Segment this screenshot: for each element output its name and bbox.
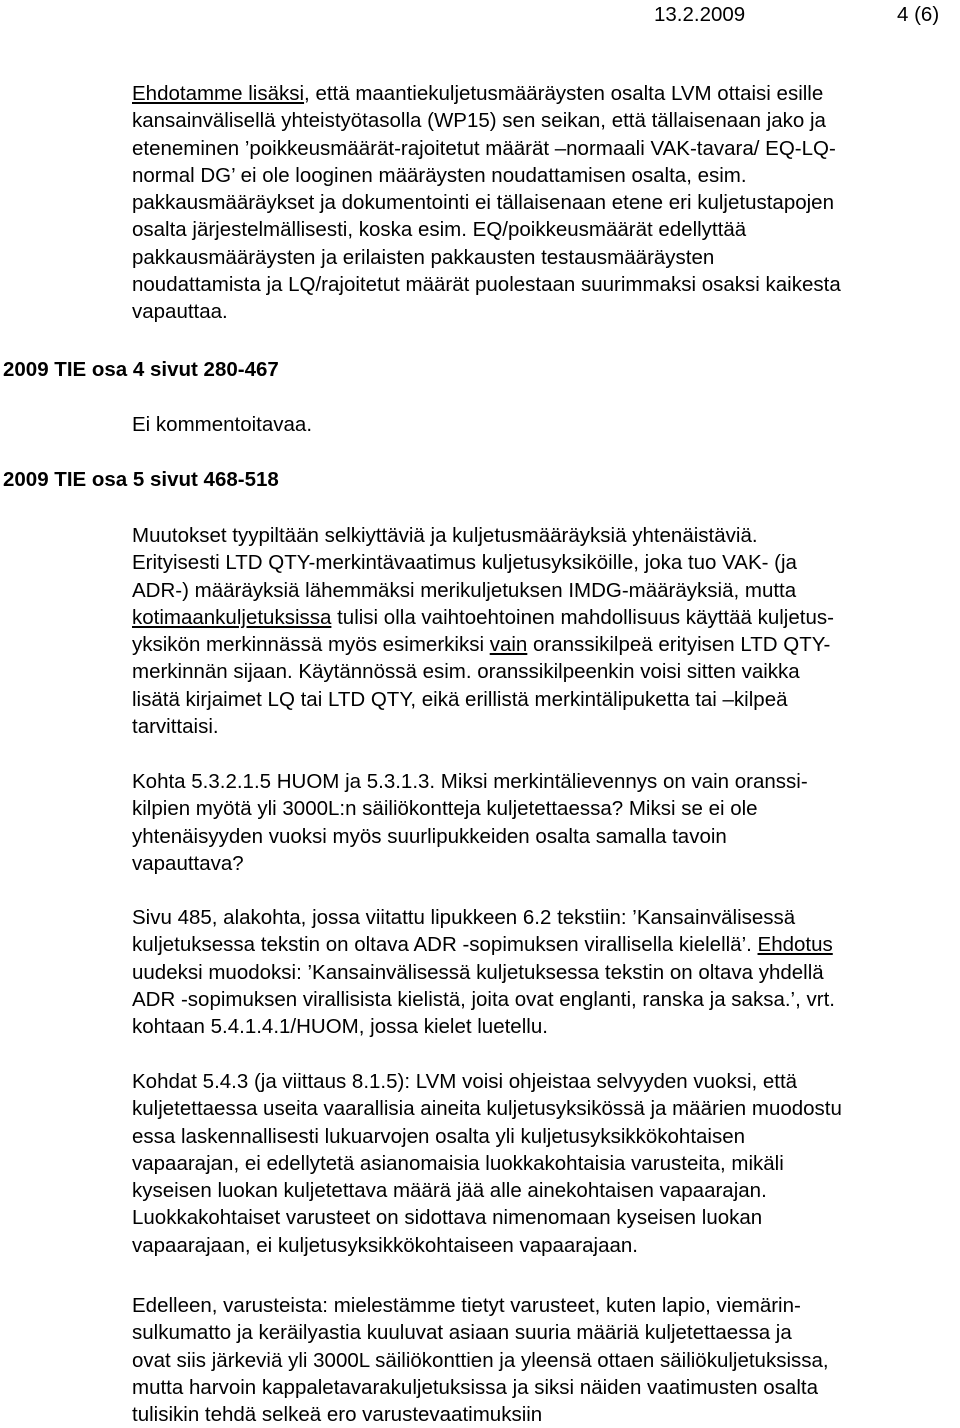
section-heading-part5: 2009 TIE osa 5 sivut 468-518: [3, 468, 279, 491]
text-segment: tulisi olla vaihtoehtoinen mahdollisuus käyttää kuljetus-: [331, 605, 834, 629]
underlined-text: vain: [489, 633, 528, 657]
text-line: [132, 1177, 956, 1204]
text-segment: kansainvälisellä yhteistyötasolla (WP15) sen seikan, että tällaisenaan jako ja: [132, 109, 826, 133]
text-line: [132, 1374, 956, 1401]
text-segment: ADR -sopimuksen virallisista kielistä, joita ovat englanti, ranska ja saksa.’, vrt.: [132, 987, 835, 1011]
text-segment: pakkausmääräysten ja erilaisten pakkausten testausmääräysten: [132, 245, 715, 269]
text-line: [132, 1150, 956, 1177]
text-line: [132, 549, 956, 576]
text-segment: oranssikilpeä erityisen LTD QTY-: [527, 633, 831, 657]
text-line: [132, 271, 956, 298]
text-segment: Sivu 485, alakohta, jossa viitattu lipukkeen 6.2 tekstiin: ’Kansainvälisessä: [132, 906, 796, 929]
underlined-text: kotimaankuljetuksissa: [132, 605, 332, 629]
text-segment: tulisikin tehdä selkeä ero varustevaatimuksiin: [132, 1403, 543, 1427]
text-segment: kuljetuksessa tekstin on oltava ADR -sopimuksen virallisella kielellä’.: [132, 933, 758, 957]
text-segment: kyseisen luokan kuljetettava määrä jää alle ainekohtaisen vapaarajan.: [132, 1179, 767, 1203]
text-segment: ADR-) määräyksiä lähemmäksi merikuljetuksen IMDG-määräyksiä, mutta: [132, 578, 797, 602]
text-line: [132, 244, 956, 271]
text-segment: Muutokset tyypiltään selkiyttäviä ja kuljetusmääräyksiä yhtenäistäviä.: [132, 524, 758, 547]
text-segment: yhtenäisyyden vuoksi myös suurlipukkeiden osalta samalla tavoin: [132, 824, 727, 848]
text-line: [132, 1204, 956, 1231]
text-segment: Erityisesti LTD QTY-merkintävaatimus kuljetusyksiköille, joka tuo VAK- (ja: [132, 551, 797, 575]
text-segment: vapauttava?: [132, 851, 244, 875]
text-segment: eteneminen ’poikkeusmäärät-rajoitetut määrät –normaali VAK-tavara/ EQ-LQ-: [132, 136, 836, 160]
text-line: [132, 823, 956, 850]
text-line: [132, 713, 956, 740]
text-line: [132, 1401, 956, 1428]
text-line: [132, 216, 956, 243]
no-comment-text: Ei kommentoitavaa.: [132, 413, 313, 436]
text-line: [132, 1292, 956, 1319]
text-segment: normal DG’ ei ole looginen määräysten noudattamisen osalta, esim.: [132, 163, 747, 187]
text-segment: vapaarajan, ei edellytetä asianomaisia luokkakohtaisia varusteita, mikäli: [132, 1151, 784, 1175]
text-line: [132, 1013, 956, 1040]
section-heading-part4: 2009 TIE osa 4 sivut 280-467: [3, 358, 279, 381]
text-segment: Edelleen, varusteista: mielestämme tietyt varusteet, kuten lapio, viemärin-: [132, 1294, 801, 1317]
text-line: [132, 604, 956, 631]
text-line: [132, 107, 956, 134]
text-line: [132, 768, 956, 795]
text-line: [132, 1319, 956, 1346]
text-segment: tarvittaisi.: [132, 715, 219, 739]
text-segment: vapaarajaan, ei kuljetusyksikkökohtaiseen vapaarajaan.: [132, 1233, 638, 1257]
text-line: [132, 1068, 956, 1095]
paragraph-changes: [132, 522, 956, 740]
text-segment: pakkausmääräykset ja dokumentointi ei tällaisenaan etene eri kuljetustapojen: [132, 191, 834, 215]
text-line: [132, 1095, 956, 1122]
text-line: [132, 162, 956, 189]
underlined-text: Ehdotamme lisäksi: [132, 82, 305, 105]
text-segment: kuljetettaessa useita vaarallisia aineita kuljetusyksikössä ja määrien muodostu: [132, 1097, 842, 1121]
text-segment: lisätä kirjaimet LQ tai LTD QTY, eikä erillistä merkintälipuketta tai –kilpeä: [132, 687, 788, 711]
text-segment: mutta harvoin kappaletavarakuljetuksissa ja siksi näiden vaatimusten osalta: [132, 1375, 818, 1399]
text-segment: kohtaan 5.4.1.4.1/HUOM, jossa kielet luetellu.: [132, 1015, 548, 1039]
text-line: [132, 850, 956, 877]
text-line: [132, 1347, 956, 1374]
text-line: [132, 135, 956, 162]
text-segment: sulkumatto ja keräilyastia kuuluvat asiaan suuria määriä kuljetettaessa ja: [132, 1321, 792, 1345]
text-line: [132, 631, 956, 658]
text-line: [132, 686, 956, 713]
paragraph-proposal: [132, 80, 956, 326]
text-line: [132, 931, 956, 958]
underlined-text: Ehdotus: [757, 933, 833, 957]
text-segment: noudattamista ja LQ/rajoitetut määrät puolestaan suurimmaksi osaksi kaikesta: [132, 273, 841, 297]
text-segment: vapauttaa.: [132, 300, 228, 324]
text-segment: Kohta 5.3.2.1.5 HUOM ja 5.3.1.3. Miksi merkintälievennys on vain oranssi-: [132, 770, 808, 793]
text-line: [132, 577, 956, 604]
text-segment: ovat siis järkeviä yli 3000L säiliökonttien ja yleensä ottaen säiliökuljetuksissa,: [132, 1348, 829, 1372]
text-segment: uudeksi muodoksi: ’Kansainvälisessä kuljetuksessa tekstin on oltava yhdellä: [132, 960, 824, 984]
text-line: [132, 189, 956, 216]
page-header: [0, 3, 960, 29]
text-line: [132, 795, 956, 822]
text-line: [132, 1232, 956, 1259]
text-segment: merkinnän sijaan. Käytännössä esim. oranssikilpeenkin voisi sitten vaikka: [132, 660, 800, 684]
text-line: [132, 80, 956, 107]
text-segment: yksikön merkinnässä myös esimerkiksi: [132, 633, 490, 657]
paragraph-section-5321: [132, 768, 956, 877]
paragraph-equipment: [132, 1292, 956, 1428]
text-line: [132, 1123, 956, 1150]
text-line: [132, 298, 956, 325]
text-line: [132, 959, 956, 986]
text-line: [132, 522, 956, 549]
paragraph-page-485: [132, 904, 956, 1040]
text-segment: , että maantiekuljetusmääräysten osalta LVM ottaisi esille: [304, 82, 824, 105]
text-segment: essa laskennallisesti lukuarvojen osalta yli kuljetusyksikkökohtaisen: [132, 1124, 746, 1148]
document-date: 13.2.2009: [654, 3, 746, 26]
text-segment: kilpien myötä yli 3000L:n säiliökontteja kuljetettaessa? Miksi se ei ole: [132, 797, 758, 821]
text-segment: Luokkakohtaiset varusteet on sidottava nimenomaan kyseisen luokan: [132, 1206, 763, 1230]
text-line: [132, 904, 956, 931]
text-segment: osalta järjestelmällisesti, koska esim. EQ/poikkeusmäärät edellyttää: [132, 218, 747, 242]
text-line: [132, 658, 956, 685]
text-line: [132, 986, 956, 1013]
paragraph-section-543: [132, 1068, 956, 1259]
text-segment: Kohdat 5.4.3 (ja viittaus 8.1.5): LVM voisi ohjeistaa selvyyden vuoksi, että: [132, 1070, 798, 1093]
page-number: 4 (6): [897, 3, 940, 26]
